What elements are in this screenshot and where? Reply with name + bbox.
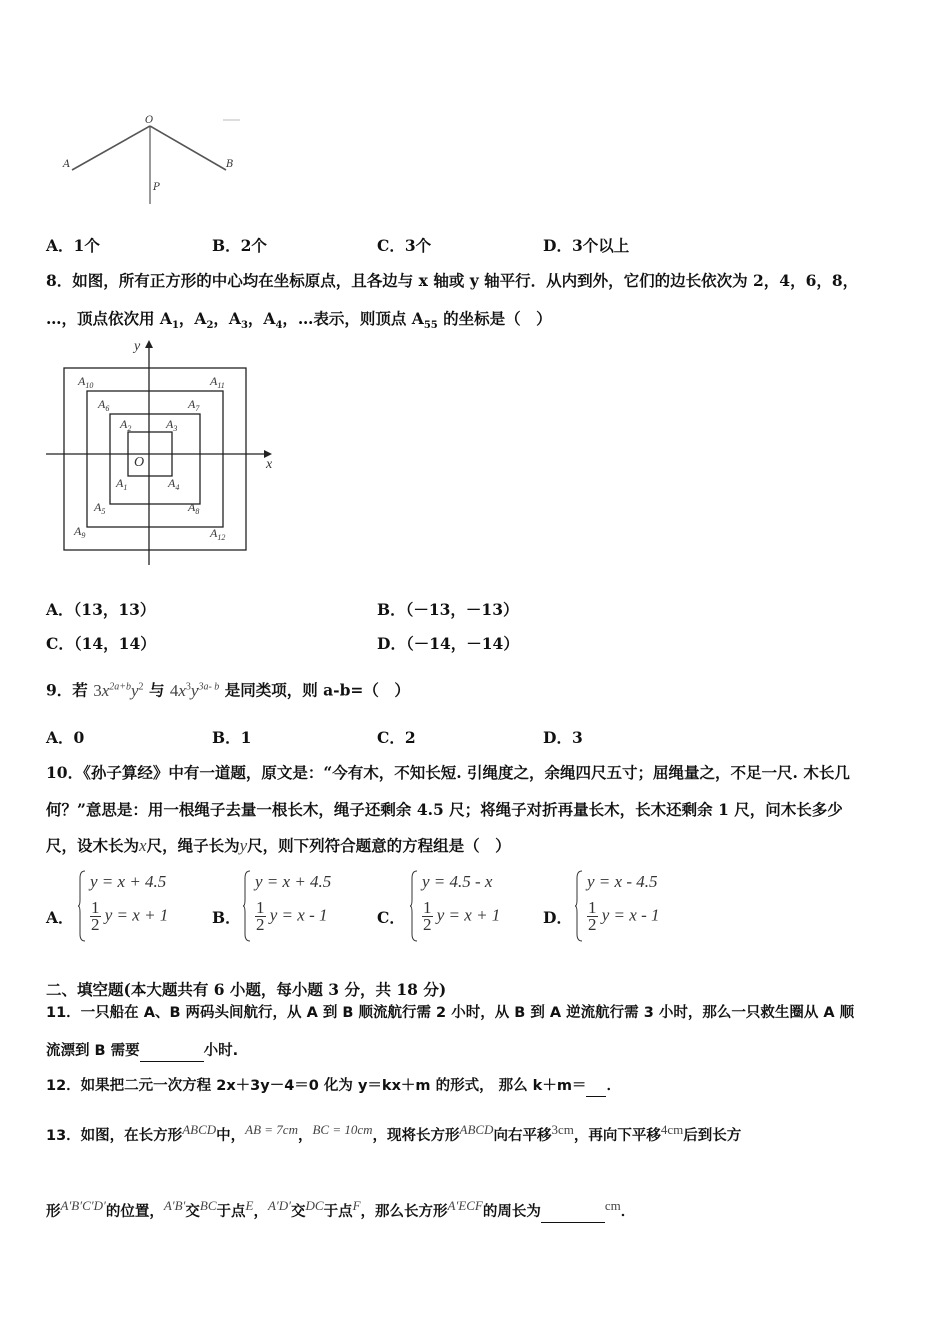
q8-option-b: B．（－13，－13） (377, 600, 519, 619)
q10-option-c-system: y = 4.5 - x $\frac{1}{2}$ y = x + 1 (410, 870, 530, 946)
ray-ob (150, 126, 226, 170)
q7-option-a: A．1个 (46, 236, 100, 255)
label-a1: $A_1$ (116, 476, 128, 492)
q12-answer-blank[interactable] (586, 1076, 606, 1097)
q7-option-d: D．3个以上 (543, 236, 630, 255)
q13-line1: 13．如图，在长方形$^{ABCD}$中，$^{AB = 7cm}$，$^{BC = 10cm}$，现将长方形$^{ABCD}$向右平移$^{3cm}$，再向下平移$^{4cm}$后到长方 (46, 1122, 742, 1144)
label-a12: $A_{12}$ (210, 526, 226, 542)
q8-line2: …，顶点依次用 $A_1$，$A_2$，$A_3$，$A_4$，…表示，则顶点 $A_{55}$ 的坐标是（ ） (46, 309, 552, 332)
angle-figure (55, 112, 255, 212)
q8-option-d: D．（－14，－14） (377, 634, 519, 653)
q9-option-a: A．0 (46, 728, 85, 747)
q8-line1: 8．如图，所有正方形的中心均在坐标原点，且各边与 x 轴或 y 轴平行．从内到外，它们的边长依次为 2，4，6，8， (46, 271, 859, 290)
label-p: P (153, 182, 160, 193)
q10-option-b-letter: B． (212, 908, 241, 927)
y-axis-arrow (145, 340, 153, 348)
label-a2: $A_2$ (120, 417, 132, 433)
y-axis-label: y (134, 339, 141, 354)
ray-oa (72, 126, 150, 170)
q13-line2: 形$^{A'B'C'D'}$的位置，$^{A'B'}$交$^{BC}$于点$^E$，$^{A'D'}$交$^{DC}$于点$^F$，那么长方形$^{A'ECF}$的周长为 $^{cm}$． (46, 1196, 635, 1223)
q10-option-d-letter: D． (543, 908, 572, 927)
x-axis-label: x (266, 457, 273, 472)
label-o: O (145, 115, 154, 126)
q9-stem: 9．若 $3x^{2a+b}y^2$ 与 $4x^3y^{3a- b}$ 是同类项，则 a-b=（ ） (46, 680, 410, 700)
label-a8: $A_8$ (188, 500, 200, 516)
q11-answer-blank[interactable] (140, 1041, 204, 1062)
label-a10: $A_{10}$ (78, 374, 94, 390)
q7-option-c: C．3个 (377, 236, 432, 255)
q10-line3: 尺，设木长为x尺，绳子长为y尺，则下列符合题意的方程组是（ ） (46, 836, 511, 855)
label-b: B (226, 159, 234, 170)
label-a11: $A_{11}$ (210, 374, 225, 390)
q11-line1: 11．一只船在 A、B 两码头间航行，从 A 到 B 顺流航行需 2 小时，从 B 到 A 逆流航行需 3 小时，那么一只救生圈从 A 顺 (46, 1005, 855, 1021)
q9-option-b: B．1 (212, 728, 252, 747)
q12-line: 12．如果把二元一次方程 2x＋3y－4＝0 化为 y＝kx＋m 的形式， 那么 k＋m＝ ． (46, 1076, 621, 1097)
q10-line2: 何？”意思是：用一根绳子去量一根长木，绳子还剩余 4.5 尺；将绳子对折再量长木，长木还剩余 1 尺，问木长多少 (46, 800, 843, 819)
q9-option-c: C．2 (377, 728, 416, 747)
label-a4: $A_4$ (168, 476, 180, 492)
label-a: A (63, 159, 71, 170)
q9-term2: $4x^3y^{3a- b}$ (169, 680, 220, 700)
q8-option-c: C．（14，14） (46, 634, 156, 653)
square-outer (64, 368, 246, 550)
q8-option-a: A．（13，13） (46, 600, 156, 619)
q13-answer-blank[interactable] (541, 1202, 605, 1223)
label-a9: $A_9$ (74, 524, 86, 540)
origin-label: O (134, 455, 145, 470)
q10-option-a-letter: A． (46, 908, 74, 927)
q11-line2: 流漂到 B 需要 小时. (46, 1041, 238, 1062)
section-heading: 二、填空题(本大题共有 6 小题，每小题 3 分，共 18 分) (46, 980, 447, 999)
label-a7: $A_7$ (188, 397, 200, 413)
label-a5: $A_5$ (94, 500, 106, 516)
label-a6: $A_6$ (98, 397, 110, 413)
q10-option-c-letter: C． (377, 908, 405, 927)
squares-figure (40, 335, 290, 570)
q10-option-d-system: y = x - 4.5 $\frac{1}{2}$ y = x - 1 (575, 870, 695, 946)
q10-option-a-system: y = x + 4.5 $\frac{1}{2}$ y = x + 1 (78, 870, 198, 946)
q9-term1: $3x^{2a+b}y^2$ (93, 680, 144, 700)
q9-option-d: D．3 (543, 728, 583, 747)
label-a3: $A_3$ (166, 417, 178, 433)
q10-line1: 10．《孙子算经》中有一道题，原文是：“今有木，不知长短. 引绳度之，余绳四尺五寸；屈绳量之，不足一尺. 木长几 (46, 763, 850, 782)
q7-option-b: B．2个 (212, 236, 267, 255)
q10-option-b-system: y = x + 4.5 $\frac{1}{2}$ y = x - 1 (243, 870, 363, 946)
